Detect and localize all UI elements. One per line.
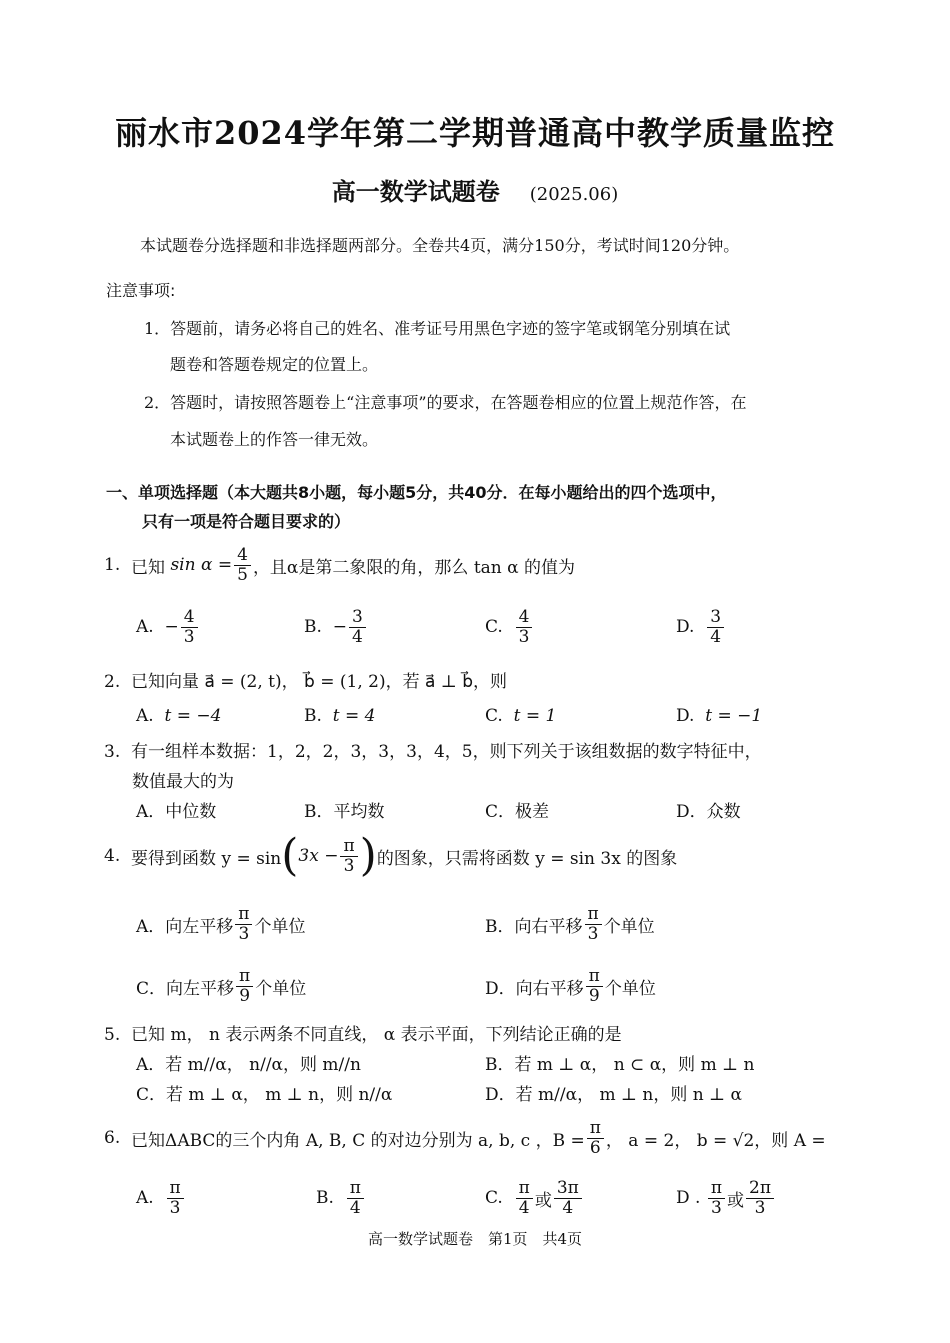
option-value: t = −4 <box>164 706 222 726</box>
denominator: 4 <box>351 626 363 647</box>
q3-option-d: D．众数 <box>676 802 741 822</box>
q2-option-c <box>485 706 556 726</box>
denominator: 5 <box>237 564 248 585</box>
option-text: 个单位 <box>603 916 655 937</box>
question-number: 3. <box>104 742 121 762</box>
q6-option-a <box>136 1172 186 1224</box>
question-number: 5. <box>104 1025 121 1045</box>
denominator: 4 <box>710 626 722 647</box>
numerator: 3 <box>349 608 366 628</box>
numerator: π <box>585 905 602 925</box>
q3-option-a: A．中位数 <box>136 802 217 822</box>
fraction <box>708 1179 725 1217</box>
denominator: 9 <box>588 985 600 1006</box>
section-heading-line-1: 一、单项选择题（本大题共8小题，每小题5分，共40分．在每小题给出的四个选项中， <box>106 483 727 502</box>
numerator: π <box>235 905 252 925</box>
numerator: 2π <box>746 1179 774 1199</box>
left-paren: ( <box>281 830 299 881</box>
denominator: 3 <box>711 1197 722 1218</box>
question-text: ，且α是第二象限的角，那么 tan α 的值为 <box>252 557 576 578</box>
option-label: B. <box>316 1188 334 1208</box>
question-number: 2. <box>104 672 121 692</box>
question-number: 1. <box>104 555 121 575</box>
q5-option-b: B．若 m ⊥ α， n ⊂ α，则 m ⊥ n <box>485 1055 755 1075</box>
question-text: ， a = 2， b = √2，则 A = <box>605 1130 826 1151</box>
numerator: π <box>340 837 357 857</box>
q4-option-a <box>136 898 305 950</box>
denominator: 6 <box>589 1137 601 1158</box>
fraction <box>707 608 724 646</box>
option-text: 个单位 <box>604 978 656 999</box>
denominator: 4 <box>562 1197 574 1218</box>
question-number: 4. <box>104 846 121 866</box>
numerator: π <box>587 1119 604 1139</box>
question-text: 的图象，只需将函数 y = sin 3x 的图象 <box>376 848 678 869</box>
fraction <box>746 1179 774 1217</box>
option-label: C. <box>485 706 503 726</box>
question-text: 已知ΔABC的三个内角 A, B, C 的对边分别为 a, b, c ，B = <box>131 1130 585 1151</box>
fraction <box>516 1179 533 1217</box>
denominator: 3 <box>518 626 530 647</box>
exam-date: (2025.06) <box>529 184 619 205</box>
option-label: C. <box>485 1188 503 1208</box>
question-text: 有一组样本数据：1，2，2，3，3，3，4，5，则下列关于该组数据的数字特征中， <box>131 742 762 762</box>
q4-option-b <box>485 898 655 950</box>
formula: 3x − <box>298 846 339 866</box>
right-paren: ) <box>359 830 377 881</box>
q2-option-b <box>304 706 375 726</box>
numerator: π <box>347 1179 364 1199</box>
denominator: 3 <box>238 923 250 944</box>
question-2 <box>104 667 507 692</box>
subject-title: 高一数学试题卷 <box>331 177 500 206</box>
question-text: 已知向量 a⃗ = (2, t)， b⃗ = (1, 2)，若 a⃗ ⊥ b⃗，则 <box>131 672 507 692</box>
q1-option-b <box>304 600 368 654</box>
option-label: C. <box>485 617 503 637</box>
q2-option-d <box>676 706 762 726</box>
option-label: A. <box>136 706 154 726</box>
fraction <box>236 967 253 1005</box>
option-value: t = 1 <box>513 706 557 726</box>
denominator: 3 <box>183 626 195 647</box>
option-label: A. <box>136 617 154 637</box>
option-label: D. <box>676 617 695 637</box>
q2-option-a <box>136 706 221 726</box>
q6-option-c <box>485 1172 584 1224</box>
exam-subtitle <box>0 172 950 207</box>
q4-option-d <box>485 960 656 1012</box>
option-label: C．向左平移 <box>136 978 235 999</box>
denominator: 4 <box>518 1197 530 1218</box>
question-4 <box>104 828 677 884</box>
q1-option-d <box>676 600 726 654</box>
question-text: 已知 m， n 表示两条不同直线， α 表示平面，下列结论正确的是 <box>131 1025 622 1045</box>
fraction <box>181 608 198 646</box>
option-label: D. <box>676 706 695 726</box>
q3-option-c: C．极差 <box>485 802 550 822</box>
exam-title: 丽水市2024学年第二学期普通高中教学质量监控 <box>114 114 836 152</box>
option-value: t = 4 <box>332 706 376 726</box>
numerator: π <box>236 967 253 987</box>
note-1-line-2: 题卷和答题卷规定的位置上。 <box>170 355 379 374</box>
question-1 <box>104 537 575 593</box>
fraction <box>587 1119 604 1157</box>
intro-text: 本试题卷分选择题和非选择题两部分。全卷共4页，满分150分，考试时间120分钟。 <box>140 236 740 255</box>
q5-option-c: C．若 m ⊥ α， m ⊥ n，则 n//α <box>136 1085 393 1105</box>
question-6 <box>104 1112 826 1164</box>
numerator: π <box>167 1179 184 1199</box>
note-2-line-1: 2．答题时，请按照答题卷上“注意事项”的要求，在答题卷相应的位置上规范作答，在 <box>144 393 747 412</box>
q3-option-b: B．平均数 <box>304 802 385 822</box>
numerator: π <box>708 1179 725 1199</box>
fraction <box>516 608 533 646</box>
question-3 <box>104 737 762 762</box>
notes-heading: 注意事项: <box>106 281 176 300</box>
denominator: 4 <box>349 1197 361 1218</box>
option-label: D . <box>676 1188 701 1208</box>
option-text: 个单位 <box>255 978 307 999</box>
fraction <box>586 967 603 1005</box>
note-1-line-1: 1．答题前，请务必将自己的姓名、准考证号用黑色字迹的签字笔或钢笔分别填在试 <box>144 319 731 338</box>
question-5 <box>104 1020 622 1045</box>
q1-option-c <box>485 600 534 654</box>
option-label: D．向右平移 <box>485 978 584 999</box>
fraction <box>167 1179 184 1217</box>
fraction <box>585 905 602 943</box>
section-heading-line-2: 只有一项是符合题目要求的） <box>142 512 351 531</box>
denominator: 3 <box>169 1197 181 1218</box>
numerator: π <box>586 967 603 987</box>
page-footer: 高一数学试题卷 第1页 共4页 <box>367 1230 583 1248</box>
sign: − <box>164 617 179 637</box>
option-label: B. <box>304 706 322 726</box>
question-3-line-2: 数值最大的为 <box>132 772 234 792</box>
fraction <box>340 837 357 875</box>
numerator: 4 <box>234 546 251 566</box>
fraction <box>554 1179 582 1217</box>
denominator: 3 <box>754 1197 766 1218</box>
sign: − <box>332 617 347 637</box>
option-value: t = −1 <box>705 706 763 726</box>
or-text: 或 <box>534 1190 552 1211</box>
q1-option-a <box>136 600 200 654</box>
option-text: 个单位 <box>254 916 306 937</box>
fraction <box>347 1179 364 1217</box>
fraction <box>235 905 252 943</box>
q6-option-b <box>316 1172 366 1224</box>
denominator: 3 <box>587 923 599 944</box>
option-label: A．向左平移 <box>136 916 234 937</box>
question-text: 要得到函数 y = sin <box>131 848 282 869</box>
q5-option-a: A．若 m//α， n//α，则 m//n <box>136 1055 361 1075</box>
fraction <box>234 546 251 584</box>
question-text: 已知 <box>131 557 166 578</box>
q5-option-d: D．若 m//α， m ⊥ n，则 n ⊥ α <box>485 1085 742 1105</box>
option-label: B．向右平移 <box>485 916 583 937</box>
or-text: 或 <box>727 1190 745 1211</box>
numerator: 3π <box>554 1179 582 1199</box>
option-label: A. <box>136 1188 154 1208</box>
numerator: 4 <box>181 608 198 628</box>
denominator: 3 <box>343 855 355 876</box>
q4-option-c <box>136 960 306 1012</box>
question-number: 6. <box>104 1128 121 1148</box>
denominator: 9 <box>239 985 251 1006</box>
numerator: 4 <box>516 608 533 628</box>
formula: sin α = <box>170 555 233 575</box>
option-label: B. <box>304 617 322 637</box>
numerator: π <box>516 1179 533 1199</box>
fraction <box>349 608 366 646</box>
q6-option-d <box>676 1172 776 1224</box>
numerator: 3 <box>707 608 724 628</box>
note-2-line-2: 本试题卷上的作答一律无效。 <box>170 430 379 449</box>
